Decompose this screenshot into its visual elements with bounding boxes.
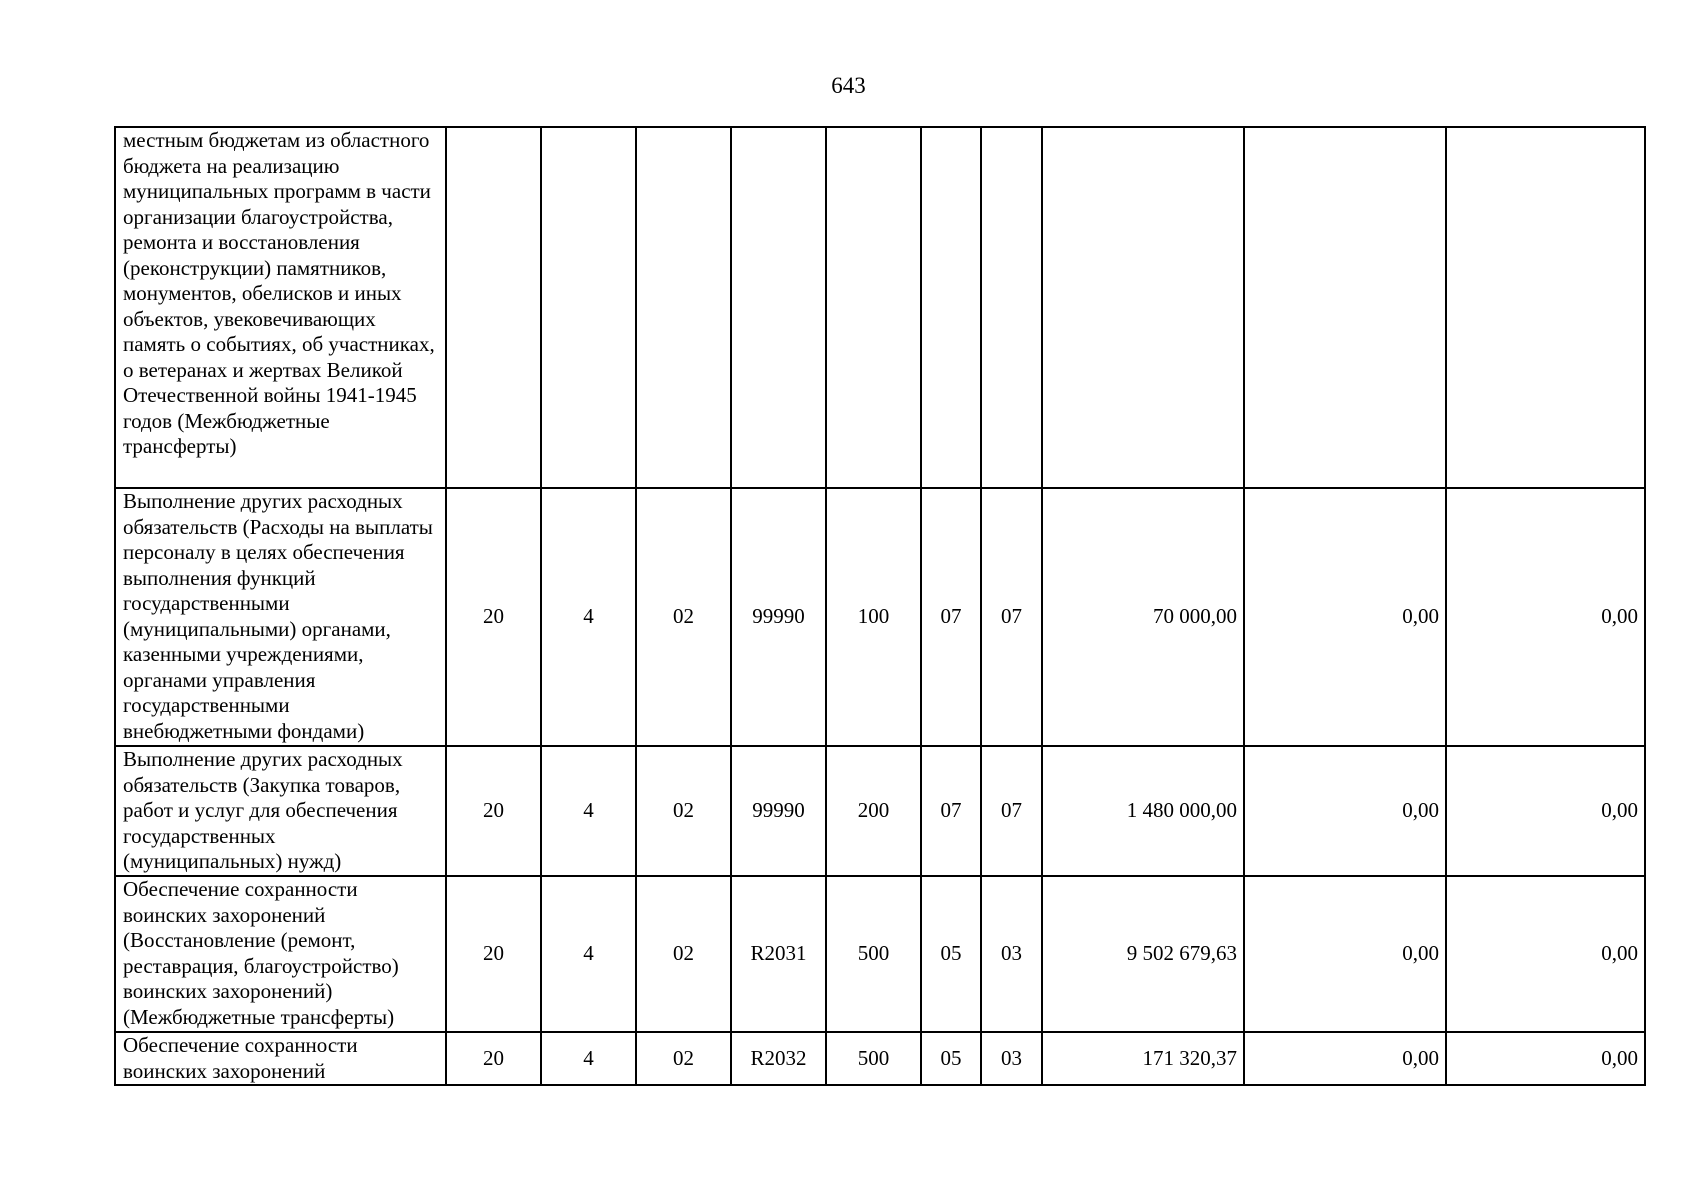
sum-cell	[1446, 127, 1645, 488]
row-description: Выполнение других расходных обязательств (Закупка товаров, работ и услуг для обеспечения государственных (муниципальных) нужд)	[115, 746, 446, 876]
table-row	[115, 746, 1645, 876]
code-cell: 4	[541, 488, 636, 746]
code-cell: 02	[636, 1032, 731, 1085]
table-row	[115, 488, 1645, 746]
sum-cell: 0,00	[1244, 488, 1446, 746]
code-cell	[826, 127, 921, 488]
code-cell: 4	[541, 746, 636, 876]
code-cell: R2031	[731, 876, 826, 1032]
sum-cell: 0,00	[1244, 1032, 1446, 1085]
code-cell	[921, 127, 981, 488]
code-cell: 20	[446, 1032, 541, 1085]
code-cell: 200	[826, 746, 921, 876]
sum-cell: 1 480 000,00	[1042, 746, 1244, 876]
row-description: Выполнение других расходных обязательств (Расходы на выплаты персоналу в целях обеспечения выполнения функций государственными (муниципальными) органами, казенными учреждениями, органами управления государственными внебюджетными фондами)	[115, 488, 446, 746]
sum-cell: 0,00	[1446, 746, 1645, 876]
code-cell: 20	[446, 746, 541, 876]
sum-cell: 9 502 679,63	[1042, 876, 1244, 1032]
sum-cell: 0,00	[1244, 876, 1446, 1032]
code-cell: 100	[826, 488, 921, 746]
code-cell: 03	[981, 1032, 1042, 1085]
code-cell: 20	[446, 488, 541, 746]
code-cell: 03	[981, 876, 1042, 1032]
code-cell: 99990	[731, 488, 826, 746]
code-cell: 500	[826, 1032, 921, 1085]
code-cell: 02	[636, 746, 731, 876]
sum-cell: 0,00	[1446, 876, 1645, 1032]
sum-cell	[1042, 127, 1244, 488]
code-cell	[541, 127, 636, 488]
sum-cell: 0,00	[1244, 746, 1446, 876]
page-number: 643	[831, 73, 866, 98]
table-row	[115, 1032, 1645, 1085]
row-description: местным бюджетам из областного бюджета на реализацию муниципальных программ в части организации благоустройства, ремонта и восстановления (реконструкции) памятников, монументов, обелисков и иных объектов, увековечивающих память о событиях, об участниках, о ветеранах и жертвах Великой Отечественной войны 1941-1945 годов (Межбюджетные трансферты)	[115, 127, 446, 488]
code-cell	[636, 127, 731, 488]
code-cell	[981, 127, 1042, 488]
budget-table	[114, 126, 1646, 1086]
row-description: Обеспечение сохранности воинских захоронений	[115, 1032, 446, 1085]
code-cell: 05	[921, 1032, 981, 1085]
code-cell: 20	[446, 876, 541, 1032]
code-cell: 99990	[731, 746, 826, 876]
code-cell: 500	[826, 876, 921, 1032]
code-cell	[731, 127, 826, 488]
code-cell: 07	[981, 488, 1042, 746]
code-cell: 07	[921, 488, 981, 746]
row-description: Обеспечение сохранности воинских захоронений (Восстановление (ремонт, реставрация, благоустройство) воинских захоронений) (Межбюджетные трансферты)	[115, 876, 446, 1032]
code-cell	[446, 127, 541, 488]
table-row	[115, 127, 1645, 488]
code-cell: 07	[981, 746, 1042, 876]
table-row	[115, 876, 1645, 1032]
code-cell: 4	[541, 1032, 636, 1085]
sum-cell	[1244, 127, 1446, 488]
code-cell: 02	[636, 876, 731, 1032]
code-cell: 05	[921, 876, 981, 1032]
code-cell: 07	[921, 746, 981, 876]
code-cell: 02	[636, 488, 731, 746]
sum-cell: 171 320,37	[1042, 1032, 1244, 1085]
code-cell: R2032	[731, 1032, 826, 1085]
sum-cell: 0,00	[1446, 488, 1645, 746]
sum-cell: 0,00	[1446, 1032, 1645, 1085]
sum-cell: 70 000,00	[1042, 488, 1244, 746]
code-cell: 4	[541, 876, 636, 1032]
